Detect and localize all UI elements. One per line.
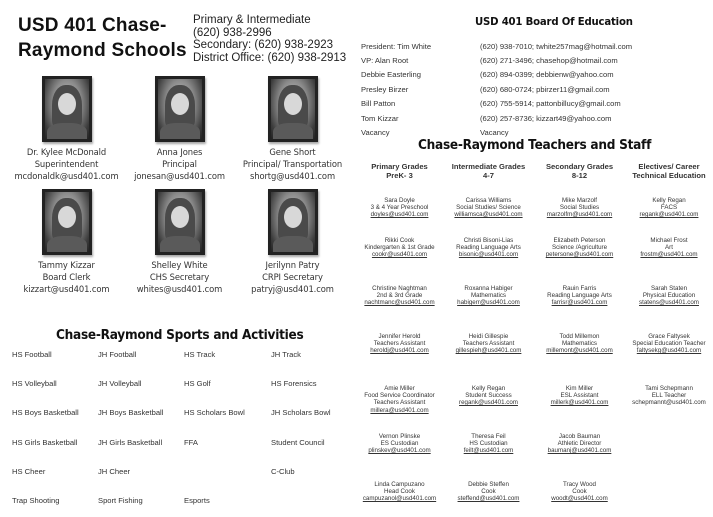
staff-column-header <box>356 162 443 180</box>
sport-item: FFA <box>184 437 198 447</box>
staff-email-link[interactable]: cookr@usd401.com <box>371 251 428 259</box>
staff-card <box>534 333 625 385</box>
staff-email-link[interactable]: bisonic@usd401.com <box>458 251 519 259</box>
admin-info <box>134 146 225 182</box>
sport-item: JH Cheer <box>98 466 131 476</box>
portrait-body <box>160 123 200 142</box>
sport-item: HS Track <box>184 350 216 359</box>
sport-item: HS Scholars Bowl <box>184 408 245 418</box>
school-title-line2: Raymond Schools <box>18 40 187 61</box>
staff-role: Teachers Assistant <box>462 340 515 348</box>
board-member-name: Bill Patton <box>361 99 396 109</box>
portrait-body <box>273 123 313 142</box>
admin-email[interactable]: kizzart@usd401.com <box>23 284 110 294</box>
staff-name: Debbie Steffen <box>468 481 509 488</box>
portrait-photo <box>268 189 318 255</box>
board-member-name: VP: Alan Root <box>361 56 409 66</box>
staff-card <box>443 237 534 285</box>
admin-info <box>243 146 342 182</box>
school-title <box>18 13 187 63</box>
admin-name: Tammy Kizzar <box>38 260 95 270</box>
admin-role: Superintendent <box>34 159 99 169</box>
administration-grid <box>10 76 350 302</box>
staff-email-link[interactable]: millerk@usd401.com <box>550 399 609 407</box>
header-line: Primary Grades <box>371 162 428 171</box>
header-line: Electives/ Career <box>638 162 700 171</box>
staff-name: Kim Miller <box>565 385 594 392</box>
staff-email-link[interactable]: petersone@usd401.com <box>545 251 614 259</box>
phone-line: Primary & Intermediate <box>193 14 311 26</box>
staff-email-link[interactable]: heroldj@usd401.com <box>370 347 429 355</box>
staff-role: Cook <box>572 488 587 496</box>
staff-role: 2nd & 3rd Grade <box>376 292 423 300</box>
portrait-photo <box>268 76 318 142</box>
school-phone-list <box>193 14 346 64</box>
staff-card <box>625 385 713 433</box>
board-member-name: President: Tim White <box>361 41 432 51</box>
admin-card <box>236 189 349 302</box>
staff-role: ES Custodian <box>380 440 419 448</box>
staff-card <box>625 433 713 481</box>
header-line: Technical Education <box>632 171 706 180</box>
portrait-face <box>58 93 76 115</box>
staff-email-link[interactable]: regank@usd401.com <box>459 399 518 407</box>
portrait-body <box>47 236 87 255</box>
board-member-row <box>361 82 711 96</box>
board-member-name: Presley Birzer <box>361 84 409 94</box>
staff-role: Reading Language Arts <box>456 244 521 252</box>
staff-column-header <box>534 162 625 180</box>
staff-email-link[interactable]: regank@usd401.com <box>639 211 699 219</box>
staff-role: Science /Agriculture <box>551 244 608 252</box>
staff-name: Linda Campuzano <box>374 481 425 488</box>
staff-role: FACS <box>660 204 678 212</box>
board-member-name: Debbie Easterling <box>361 70 421 80</box>
sports-activities-grid <box>12 350 357 517</box>
staff-card <box>534 237 625 285</box>
staff-card <box>356 197 443 237</box>
staff-email-link[interactable]: woodt@usd401.com <box>551 495 608 503</box>
school-title-line1: USD 401 Chase- <box>18 15 167 36</box>
sport-item: Esports <box>184 495 210 505</box>
staff-role: Social Studies/ Science <box>456 204 521 212</box>
staff-email-link[interactable]: plinskev@usd401.com <box>368 447 431 455</box>
staff-name: Rauin Farris <box>562 285 597 292</box>
staff-name: Kelly Regan <box>471 385 506 392</box>
staff-card <box>534 481 625 517</box>
admin-info <box>14 146 118 182</box>
staff-role: 3 & 4 Year Preschool <box>370 204 429 212</box>
board-member-row <box>361 68 711 82</box>
sport-item: HS Forensics <box>271 379 317 389</box>
staff-email-link[interactable]: millera@usd401.com <box>370 406 429 414</box>
admin-card <box>10 76 123 189</box>
staff-card <box>356 385 443 433</box>
phone-line: District Office: (620) 938-2913 <box>193 51 347 64</box>
staff-email-link[interactable]: millemont@usd401.com <box>546 347 613 355</box>
portrait-body <box>47 123 87 142</box>
staff-name: Christine Naghtman <box>372 285 427 292</box>
staff-name: Carissa Williams <box>465 197 512 204</box>
phone-line: Secondary: (620) 938-2923 <box>193 39 334 51</box>
sport-item <box>271 496 357 517</box>
sports-title: Chase-Raymond Sports and Activities <box>56 327 304 343</box>
board-member-row <box>361 53 711 67</box>
staff-name: Christi Bisoni-Lias <box>463 237 514 244</box>
board-member-contact: (620) 894-0399; debbienw@yahoo.com <box>480 70 614 80</box>
staff-card <box>443 333 534 385</box>
admin-card <box>123 76 236 189</box>
staff-card <box>625 481 713 517</box>
board-member-contact: (620) 271-3496; chasehop@hotmail.com <box>480 56 618 66</box>
admin-row <box>10 189 350 302</box>
header-line: Secondary Grades <box>545 162 614 171</box>
admin-email[interactable]: whites@usd401.com <box>136 284 223 294</box>
staff-role: Mathematics <box>470 292 507 300</box>
admin-info <box>137 259 222 295</box>
staff-role: Head Cook <box>384 488 415 496</box>
staff-card <box>625 197 713 237</box>
staff-name: Todd Millemon <box>559 333 600 340</box>
staff-name: Tracy Wood <box>562 481 596 488</box>
sport-item: JH Boys Basketball <box>98 408 164 418</box>
staff-email-link[interactable]: frostm@usd401.com <box>640 251 698 259</box>
admin-email[interactable]: mcdonaldk@usd401.com <box>14 171 119 181</box>
portrait-face <box>58 206 76 228</box>
portrait-body <box>273 236 313 255</box>
sport-item: HS Football <box>12 350 52 359</box>
board-member-name: Tom Kizzar <box>361 113 399 123</box>
staff-role: Reading Language Arts <box>547 292 612 300</box>
staff-card <box>625 237 713 285</box>
sport-item: JH Girls Basketball <box>98 437 163 447</box>
staff-card <box>443 385 534 433</box>
staff-email-link[interactable]: statens@usd401.com <box>639 299 699 307</box>
admin-email[interactable]: shortg@usd401.com <box>249 171 336 181</box>
staff-name: Sarah Staten <box>650 285 688 292</box>
sport-item: HS Volleyball <box>12 379 57 389</box>
board-member-contact: (620) 755-5914; pattonbillucy@gmail.com <box>480 99 621 109</box>
staff-card <box>534 385 625 433</box>
admin-name: Shelley White <box>151 260 208 270</box>
staff-role: ESL Assistant <box>560 392 599 400</box>
staff-name: Rikki Cook <box>384 237 415 244</box>
sport-item: JH Scholars Bowl <box>271 408 331 418</box>
sport-item: JH Volleyball <box>98 379 142 389</box>
sport-item: Student Council <box>271 437 325 447</box>
staff-name: Mike Marzolf <box>561 197 598 204</box>
staff-name: Jennifer Herold <box>378 333 421 340</box>
staff-email-link[interactable]: nachtmanc@usd401.com <box>364 299 435 307</box>
board-member-contact: (620) 680-0724; pbirzer11@gmail.com <box>480 84 610 94</box>
staff-card <box>356 285 443 333</box>
admin-info <box>251 259 334 295</box>
admin-name: Gene Short <box>269 147 316 157</box>
admin-role: CHS Secretary <box>149 272 210 282</box>
board-member-name: Vacancy <box>361 128 390 138</box>
portrait-face <box>284 206 302 228</box>
admin-email[interactable]: patryj@usd401.com <box>251 284 334 294</box>
admin-role: Principal/ Transportation <box>242 159 343 169</box>
staff-role: Special Education Teacher <box>632 340 706 348</box>
portrait-body <box>160 236 200 255</box>
staff-email-link[interactable]: williamsca@usd401.com <box>454 211 523 219</box>
staff-card <box>356 237 443 285</box>
sport-item: HS Golf <box>184 379 211 389</box>
board-member-row <box>361 97 711 111</box>
portrait-photo <box>155 76 205 142</box>
staff-card <box>356 433 443 481</box>
admin-info <box>24 259 110 295</box>
board-member-row <box>361 39 711 53</box>
staff-role: Art <box>665 244 673 252</box>
admin-card <box>123 189 236 302</box>
board-member-contact: Vacancy <box>480 128 509 138</box>
phone-line: (620) 938-2996 <box>193 26 272 39</box>
staff-email-link[interactable]: farrisr@usd401.com <box>551 299 608 307</box>
admin-role: Board Clerk <box>42 272 91 282</box>
staff-name: Kelly Regan <box>652 197 686 204</box>
staff-name: Vernon Plinske <box>378 433 421 440</box>
sport-item <box>184 467 271 496</box>
staff-role: Teachers Assistant <box>373 340 426 348</box>
header-line: 4-7 <box>483 171 494 180</box>
staff-email-link[interactable]: gillespieh@usd401.com <box>455 347 522 355</box>
portrait-face <box>284 93 302 115</box>
staff-card <box>625 333 713 385</box>
admin-role: Principal <box>162 159 197 169</box>
portrait-face <box>171 93 189 115</box>
header-line: PreK- 3 <box>386 171 413 180</box>
staff-email-link[interactable]: baumanj@usd401.com <box>547 447 612 455</box>
staff-role: Student Success <box>465 392 512 400</box>
staff-name: Jacob Bauman <box>558 433 601 440</box>
staff-role: Kindergarten & 1st Grade <box>364 244 435 252</box>
sport-item: HS Girls Basketball <box>12 437 78 447</box>
sport-item: HS Boys Basketball <box>12 408 79 418</box>
staff-role: Mathematics <box>561 340 598 348</box>
staff-name: Michael Frost <box>650 237 688 244</box>
sport-item: C-Club <box>271 466 295 476</box>
staff-card <box>534 197 625 237</box>
header-line: Intermediate Grades <box>451 162 526 171</box>
staff-card <box>534 285 625 333</box>
board-member-contact: (620) 938-7010; twhite257mag@hotmail.com <box>480 41 633 51</box>
staff-role: Food Service Coordinator <box>364 392 435 400</box>
staff-email-link[interactable]: doyles@usd401.com <box>370 211 429 219</box>
sport-item: JH Football <box>98 350 137 359</box>
sport-item: HS Cheer <box>12 466 46 476</box>
admin-role: CRPI Secretary <box>262 272 323 282</box>
staff-role: Social Studies <box>559 204 600 212</box>
staff-email-link[interactable]: feilt@usd401.com <box>463 447 514 455</box>
staff-role: Physical Education <box>642 292 696 300</box>
board-title: USD 401 Board Of Education <box>475 15 633 28</box>
staff-name: Theresa Feil <box>471 433 506 440</box>
staff-card <box>534 433 625 481</box>
staff-name: Elizabeth Peterson <box>553 237 606 244</box>
admin-email[interactable]: jonesan@usd401.com <box>134 171 225 181</box>
staff-grid <box>356 197 713 517</box>
staff-role: Cook <box>481 488 496 496</box>
sport-item: JH Track <box>271 350 301 359</box>
admin-row <box>10 76 350 189</box>
staff-email-link[interactable]: habigerr@usd401.com <box>457 299 520 307</box>
staff-email-link[interactable]: steffend@usd401.com <box>457 495 520 503</box>
staff-card <box>356 333 443 385</box>
staff-column-headers <box>356 162 713 180</box>
portrait-face <box>171 206 189 228</box>
staff-card <box>625 285 713 333</box>
staff-name: Sara Doyle <box>384 197 415 204</box>
board-member-list <box>361 39 711 140</box>
staff-column-header <box>625 162 713 180</box>
staff-column-header <box>443 162 534 180</box>
staff-email-link[interactable]: marzolfm@usd401.com <box>546 211 613 219</box>
portrait-photo <box>42 189 92 255</box>
board-member-contact: (620) 257-8736; kizzart49@yahoo.com <box>480 113 612 123</box>
staff-card <box>443 197 534 237</box>
staff-title: Chase-Raymond Teachers and Staff <box>418 137 652 153</box>
admin-name: Dr. Kylee McDonald <box>26 147 107 157</box>
staff-name: Tami Schepmann <box>645 385 693 392</box>
admin-name: Anna Jones <box>156 147 203 157</box>
staff-card <box>443 481 534 517</box>
staff-card <box>443 433 534 481</box>
board-member-row <box>361 111 711 125</box>
sport-item: Sport Fishing <box>98 495 143 505</box>
staff-name: Grace Faltysek <box>648 333 690 340</box>
portrait-photo <box>155 189 205 255</box>
portrait-photo <box>42 76 92 142</box>
staff-card <box>356 481 443 517</box>
admin-card <box>236 76 349 189</box>
staff-card <box>443 285 534 333</box>
staff-name: Amie Miller <box>384 385 415 392</box>
staff-email-link[interactable]: campuzanol@usd401.com <box>362 495 437 503</box>
admin-name: Jerilynn Patry <box>265 260 320 270</box>
sport-item: Trap Shooting <box>12 495 60 505</box>
staff-name: Roxanna Habiger <box>464 285 513 292</box>
staff-email-link[interactable]: schepmannt@usd401.com <box>632 399 706 407</box>
staff-role: Teachers Assistant <box>373 399 426 407</box>
header-line: 8-12 <box>571 171 588 180</box>
staff-email-link[interactable]: faltysekg@usd401.com <box>636 347 702 355</box>
staff-role: HS Custodian <box>469 440 508 448</box>
admin-card <box>10 189 123 302</box>
staff-name: Heidi Gillespie <box>468 333 509 340</box>
staff-role: ELL Teacher <box>651 392 687 400</box>
staff-role: Athletic Director <box>557 440 602 448</box>
